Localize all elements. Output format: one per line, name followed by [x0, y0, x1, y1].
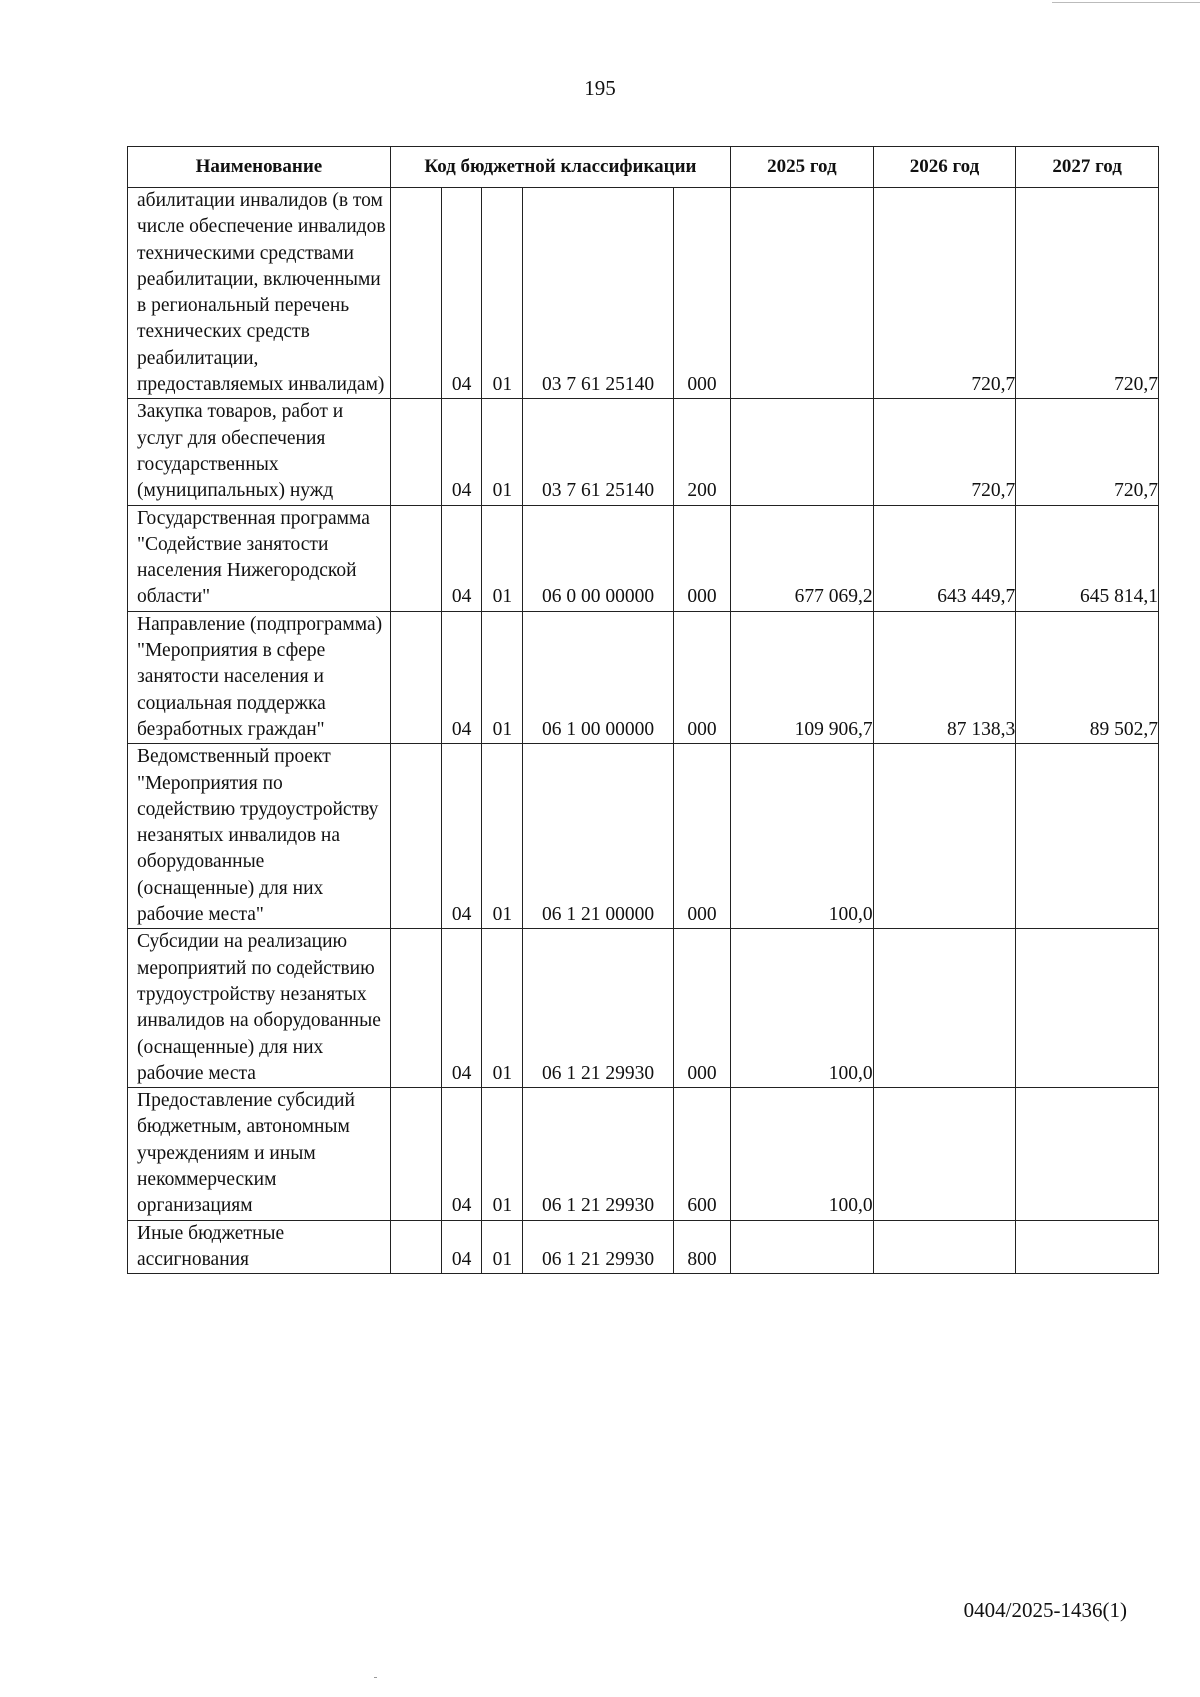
row-code-subsection: 01 [482, 399, 523, 505]
row-amount-2026: 643 449,7 [873, 505, 1016, 611]
row-code-target-article: 03 7 61 25140 [523, 399, 674, 505]
row-code-expense-type: 000 [673, 744, 730, 929]
header-2025: 2025 год [731, 147, 874, 188]
row-code-subsection: 01 [482, 744, 523, 929]
table-body [128, 188, 1159, 1274]
budget-table [127, 146, 1159, 1274]
table-row [128, 929, 1159, 1088]
row-amount-2026 [873, 1088, 1016, 1220]
row-code-subsection: 01 [482, 505, 523, 611]
page-number: 195 [584, 76, 616, 100]
row-code-blank [390, 399, 441, 505]
row-code-blank [390, 744, 441, 929]
row-name: абилитации инвалидов (в том числе обеспечение инвалидов техническими средствами реабилитации, включенными в региональный перечень технических средств реабилитации, предоставляемых инвалидам) [128, 188, 391, 399]
row-code-section: 04 [441, 929, 482, 1088]
table-row [128, 188, 1159, 399]
row-amount-2026: 720,7 [873, 399, 1016, 505]
row-code-blank [390, 929, 441, 1088]
row-code-target-article: 06 1 21 29930 [523, 1088, 674, 1220]
table-header-row [128, 147, 1159, 188]
row-code-subsection: 01 [482, 929, 523, 1088]
row-code-expense-type: 000 [673, 188, 730, 399]
row-code-blank [390, 1088, 441, 1220]
row-amount-2025 [731, 1220, 874, 1274]
row-name: Закупка товаров, работ и услуг для обеспечения государственных (муниципальных) нужд [128, 399, 391, 505]
row-amount-2025: 100,0 [731, 1088, 874, 1220]
table-row [128, 744, 1159, 929]
row-code-section: 04 [441, 611, 482, 743]
row-name: Направление (подпрограмма) "Мероприятия в сфере занятости населения и социальная поддержка безработных граждан" [128, 611, 391, 743]
row-amount-2026 [873, 929, 1016, 1088]
row-amount-2025: 677 069,2 [731, 505, 874, 611]
row-amount-2025 [731, 188, 874, 399]
row-code-subsection: 01 [482, 188, 523, 399]
row-amount-2027: 89 502,7 [1016, 611, 1159, 743]
document-code: 0404/2025-1436(1) [963, 1598, 1127, 1622]
row-code-expense-type: 600 [673, 1088, 730, 1220]
table-row [128, 399, 1159, 505]
table-row [128, 1220, 1159, 1274]
row-name: Субсидии на реализацию мероприятий по содействию трудоустройству незанятых инвалидов на оборудованные (оснащенные) для них рабочие места [128, 929, 391, 1088]
row-amount-2026 [873, 744, 1016, 929]
row-code-section: 04 [441, 1220, 482, 1274]
row-code-section: 04 [441, 505, 482, 611]
table-row [128, 1088, 1159, 1220]
row-code-section: 04 [441, 1088, 482, 1220]
row-amount-2025: 100,0 [731, 744, 874, 929]
row-code-expense-type: 200 [673, 399, 730, 505]
table-row [128, 505, 1159, 611]
row-amount-2025: 109 906,7 [731, 611, 874, 743]
row-code-subsection: 01 [482, 611, 523, 743]
row-amount-2026 [873, 1220, 1016, 1274]
row-code-section: 04 [441, 399, 482, 505]
top-edge-line [1052, 2, 1200, 3]
row-code-blank [390, 505, 441, 611]
row-code-blank [390, 611, 441, 743]
row-code-blank [390, 1220, 441, 1274]
row-amount-2027 [1016, 744, 1159, 929]
row-amount-2027 [1016, 929, 1159, 1088]
row-code-subsection: 01 [482, 1220, 523, 1274]
row-code-target-article: 06 1 21 29930 [523, 929, 674, 1088]
row-amount-2025 [731, 399, 874, 505]
row-code-target-article: 06 1 21 00000 [523, 744, 674, 929]
row-name: Ведомственный проект "Мероприятия по содействию трудоустройству незанятых инвалидов на оборудованные (оснащенные) для них рабочие места" [128, 744, 391, 929]
row-amount-2027: 720,7 [1016, 399, 1159, 505]
header-2027: 2027 год [1016, 147, 1159, 188]
row-amount-2026: 720,7 [873, 188, 1016, 399]
row-code-target-article: 06 1 21 29930 [523, 1220, 674, 1274]
row-code-subsection: 01 [482, 1088, 523, 1220]
row-code-expense-type: 800 [673, 1220, 730, 1274]
row-amount-2027 [1016, 1220, 1159, 1274]
row-amount-2027: 645 814,1 [1016, 505, 1159, 611]
row-code-section: 04 [441, 188, 482, 399]
row-amount-2027 [1016, 1088, 1159, 1220]
row-amount-2026: 87 138,3 [873, 611, 1016, 743]
header-2026: 2026 год [873, 147, 1016, 188]
row-code-expense-type: 000 [673, 929, 730, 1088]
row-code-target-article: 06 1 00 00000 [523, 611, 674, 743]
header-name: Наименование [128, 147, 391, 188]
row-name: Государственная программа "Содействие занятости населения Нижегородской области" [128, 505, 391, 611]
row-code-target-article: 03 7 61 25140 [523, 188, 674, 399]
row-code-expense-type: 000 [673, 611, 730, 743]
row-amount-2027: 720,7 [1016, 188, 1159, 399]
row-name: Иные бюджетные ассигнования [128, 1220, 391, 1274]
row-code-target-article: 06 0 00 00000 [523, 505, 674, 611]
scan-speck [374, 1677, 377, 1678]
row-code-section: 04 [441, 744, 482, 929]
row-code-blank [390, 188, 441, 399]
row-name: Предоставление субсидий бюджетным, автономным учреждениям и иным некоммерческим организациям [128, 1088, 391, 1220]
table-row [128, 611, 1159, 743]
header-code: Код бюджетной классификации [390, 147, 730, 188]
row-code-expense-type: 000 [673, 505, 730, 611]
row-amount-2025: 100,0 [731, 929, 874, 1088]
